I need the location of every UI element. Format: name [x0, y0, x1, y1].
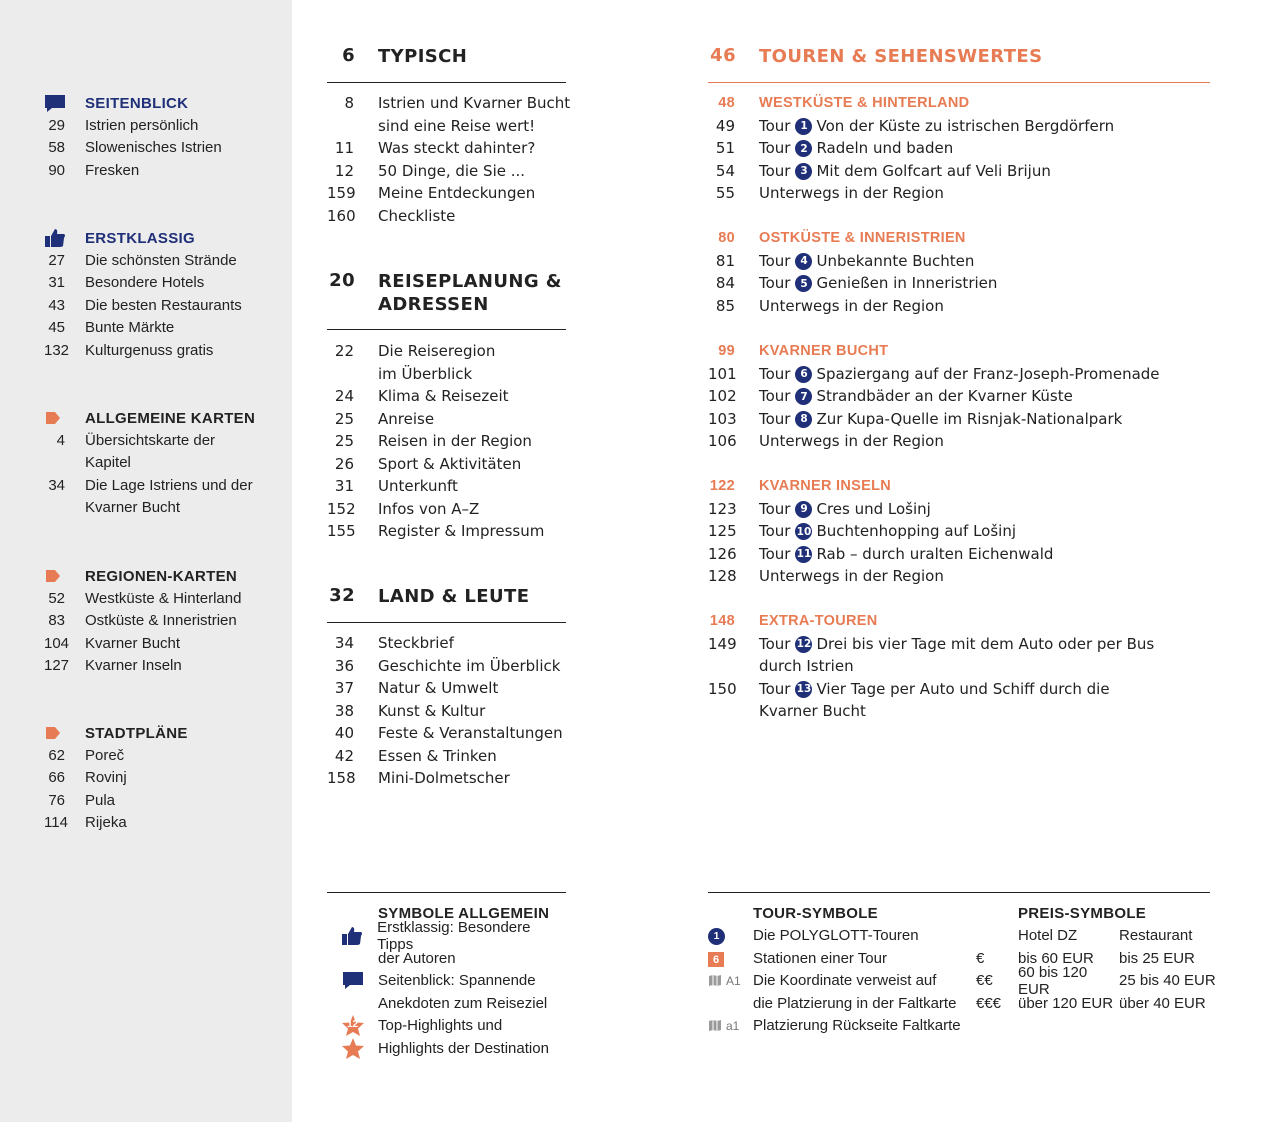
tour-entry[interactable]: 125 Tour 10 Buchtenhopping auf Lošinj: [708, 522, 1017, 541]
tour-number-badge: 1: [708, 928, 725, 945]
toc-subheading[interactable]: 80 OSTKÜSTE & INNERISTRIEN: [718, 230, 966, 247]
list-item[interactable]: 34 Die Lage Istriens und der: [48, 476, 253, 494]
list-item[interactable]: 45 Bunte Märkte: [48, 319, 175, 337]
toc-section-kvarner-inseln: [708, 475, 1053, 588]
tour-entry[interactable]: 49 Tour 1 Von der Küste zu istrischen Bergdörfern: [715, 116, 1115, 135]
list-item[interactable]: 4 Übersichtskarte der: [56, 431, 216, 449]
toc-list-land-leute: [327, 632, 563, 790]
list-item[interactable]: 43 Die besten Restaurants: [48, 296, 242, 314]
list-item-continuation: Kapitel: [85, 454, 131, 472]
map-tag-icon: [44, 569, 85, 583]
toc-entry[interactable]: 160 Checkliste: [327, 206, 456, 225]
toc-entry[interactable]: 36 Geschichte im Überblick: [334, 656, 561, 675]
tour-entry[interactable]: 81 Tour 4 Unbekannte Buchten: [715, 251, 975, 270]
toc-entry[interactable]: 40 Feste & Veranstaltungen: [334, 724, 563, 743]
list-item[interactable]: 104 Kvarner Bucht: [44, 634, 181, 652]
price-row: € bis 60 EUR bis 25 EUR: [976, 949, 1195, 967]
toc-entry[interactable]: 12 50 Dinge, die Sie ...: [334, 161, 526, 180]
toc-entry[interactable]: 31 Unterkunft: [334, 477, 458, 496]
tour-entry[interactable]: 126 Tour 11 Rab – durch uralten Eichenwald: [708, 544, 1054, 563]
toc-entry[interactable]: 37 Natur & Umwelt: [334, 679, 499, 698]
toc-entry[interactable]: 38 Kunst & Kultur: [334, 701, 486, 720]
toc-list-reiseplanung: [327, 340, 544, 543]
map-tag-icon: [44, 726, 85, 740]
tour-number-badge: 11: [795, 546, 812, 563]
price-row: €€ 60 bis 120 EUR 25 bis 40 EUR: [976, 963, 1216, 998]
list-item[interactable]: 52 Westküste & Hinterland: [48, 589, 242, 607]
tour-entry[interactable]: 102 Tour 7 Strandbäder an der Kvarner Küste: [708, 387, 1073, 406]
legend-title: PREIS-SYMBOLE: [1018, 904, 1147, 922]
tour-number-badge: 5: [795, 275, 812, 292]
tour-number-badge: 1: [795, 118, 812, 135]
list-item[interactable]: 76 Pula: [48, 791, 116, 809]
toc-section-kvarner-bucht: [708, 340, 1160, 453]
list-item[interactable]: 29 Istrien persönlich: [48, 116, 199, 134]
toc-section-westkueste: [708, 92, 1114, 205]
price-row: €€€ über 120 EUR über 40 EUR: [976, 994, 1206, 1012]
list-item[interactable]: 27 Die schönsten Strände: [48, 251, 237, 269]
list-item[interactable]: 127 Kvarner Inseln: [44, 657, 182, 675]
list-item[interactable]: 31 Besondere Hotels: [48, 274, 205, 292]
list-item[interactable]: 132 Kulturgenuss gratis: [44, 341, 214, 359]
list-item[interactable]: 83 Ostküste & Inneristrien: [48, 612, 237, 630]
toc-entry[interactable]: 22 Die Reiseregion: [334, 342, 496, 361]
toc-subheading[interactable]: 99 KVARNER BUCHT: [718, 343, 889, 360]
sidebar-section-seitenblick: [44, 92, 284, 182]
legend-general: SYMBOLE ALLGEMEIN Erstklassig: Besondere Tipps der Autoren Seitenblick: Spannende Anekdoten zum Reiseziel 12 Top-Highlights und Highlights der Destination: [327, 902, 567, 1060]
toc-list-typisch: [327, 92, 570, 227]
toc-entry[interactable]: 34 Steckbrief: [334, 634, 454, 653]
list-item[interactable]: 66 Rovinj: [48, 769, 127, 787]
highlight-star-icon: [327, 1037, 378, 1060]
tour-entry[interactable]: 101 Tour 6 Spaziergang auf der Franz-Joseph-Promenade: [708, 364, 1160, 383]
list-item[interactable]: 90 Fresken: [48, 161, 140, 179]
chapter-heading-touren[interactable]: 46 TOUREN & SEHENSWERTES: [710, 45, 1043, 67]
legend-price: PREIS-SYMBOLE Hotel DZ Restaurant € bis 60 EUR bis 25 EUR €€ 60 bis 120 EUR 25 bis 40 EUR €€€ über 120 EUR über 40 EUR: [976, 902, 1216, 1015]
top-highlight-star-icon: 12: [327, 1014, 378, 1037]
divider: [327, 892, 566, 893]
divider: [708, 892, 1210, 893]
tour-entry[interactable]: 84 Tour 5 Genießen in Inneristrien: [715, 274, 998, 293]
thumbs-up-icon: [327, 926, 377, 946]
legend-title: TOUR-SYMBOLE: [753, 904, 878, 922]
toc-entry[interactable]: 128 Unterwegs in der Region: [708, 567, 944, 586]
divider: [708, 82, 1210, 83]
sidebar-section-allgemeine-karten: [44, 407, 284, 519]
speech-bubble-icon: [44, 94, 85, 113]
station-badge: 6: [708, 952, 724, 967]
map-fold-icon: [708, 1019, 722, 1032]
section-title: REGIONEN-KARTEN: [85, 567, 238, 585]
tour-number-badge: 12: [795, 636, 812, 653]
tour-entry[interactable]: 54 Tour 3 Mit dem Golfcart auf Veli Brijun: [715, 161, 1051, 180]
sidebar-section-erstklassig: [44, 227, 284, 362]
toc-entry[interactable]: 25 Anreise: [334, 409, 435, 428]
tour-number-badge: 7: [795, 388, 812, 405]
tour-entry[interactable]: 150 Tour 13 Vier Tage per Auto und Schiff durch die: [708, 679, 1110, 698]
toc-entry-continuation: Kvarner Bucht: [759, 702, 866, 721]
map-fold-icon: [708, 974, 722, 987]
legend-tour: TOUR-SYMBOLE 1 Die POLYGLOTT-Touren 6 Stationen einer Tour A1 Die Koordinate verweist auf die Platzierung in der Faltkarte a1 Platzierung Rückseite Faltkarte: [708, 902, 968, 1037]
chapter-heading-land-leute[interactable]: 32 LAND & LEUTE: [329, 585, 530, 607]
toc-subheading[interactable]: 48 WESTKÜSTE & HINTERLAND: [718, 95, 970, 112]
sidebar-section-stadtplaene: [44, 722, 284, 834]
toc-entry[interactable]: 159 Meine Entdeckungen: [327, 184, 536, 203]
toc-entry[interactable]: 8 Istrien und Kvarner Bucht: [344, 94, 571, 113]
toc-entry-continuation: durch Istrien: [759, 657, 854, 676]
tour-entry[interactable]: 123 Tour 9 Cres und Lošinj: [708, 499, 931, 518]
tour-number-badge: 8: [795, 411, 812, 428]
toc-entry[interactable]: 42 Essen & Trinken: [334, 746, 497, 765]
toc-subheading[interactable]: 122 KVARNER INSELN: [709, 478, 892, 495]
legend-title: SYMBOLE ALLGEMEIN: [378, 904, 550, 922]
list-item[interactable]: 58 Slowenisches Istrien: [48, 139, 222, 157]
divider: [327, 329, 566, 330]
sidebar-section-regionen-karten: [44, 565, 284, 677]
toc-section-ostkueste: [708, 227, 997, 317]
tour-number-badge: 2: [795, 140, 812, 157]
list-item[interactable]: 62 Poreč: [48, 746, 125, 764]
thumbs-up-icon: [44, 228, 85, 248]
tour-number-badge: 13: [795, 681, 812, 698]
toc-entry[interactable]: 155 Register & Impressum: [327, 522, 545, 541]
tour-number-badge: 9: [795, 501, 812, 518]
toc-entry[interactable]: 55 Unterwegs in der Region: [715, 184, 944, 203]
map-tag-icon: [44, 411, 85, 425]
toc-entry[interactable]: 106 Unterwegs in der Region: [708, 432, 944, 451]
section-title: SEITENBLICK: [85, 94, 189, 112]
tour-number-badge: 10: [795, 523, 812, 540]
divider: [327, 622, 566, 623]
toc-entry-continuation: im Überblick: [378, 364, 473, 383]
toc-entry-continuation: sind eine Reise wert!: [378, 116, 536, 135]
tour-number-badge: 6: [795, 366, 812, 383]
section-title: ALLGEMEINE KARTEN: [85, 409, 256, 427]
tour-number-badge: 3: [795, 163, 812, 180]
tour-entry[interactable]: 149 Tour 12 Drei bis vier Tage mit dem Auto oder per Bus: [708, 634, 1155, 653]
speech-bubble-icon: [327, 971, 378, 990]
tour-number-badge: 4: [795, 253, 812, 270]
tour-entry[interactable]: 103 Tour 8 Zur Kupa-Quelle im Risnjak-Nationalpark: [708, 409, 1123, 428]
toc-entry[interactable]: 25 Reisen in der Region: [334, 432, 532, 451]
toc-entry[interactable]: 85 Unterwegs in der Region: [715, 296, 944, 315]
toc-entry[interactable]: 152 Infos von A–Z: [327, 499, 480, 518]
toc-entry[interactable]: 11 Was steckt dahinter?: [334, 139, 536, 158]
toc-section-extra-touren: [708, 610, 1154, 723]
toc-entry[interactable]: 26 Sport & Aktivitäten: [334, 454, 522, 473]
list-item-continuation: Kvarner Bucht: [85, 499, 181, 517]
section-title: STADTPLÄNE: [85, 724, 188, 742]
list-item[interactable]: 114 Rijeka: [44, 814, 127, 832]
divider: [327, 82, 566, 83]
tour-entry[interactable]: 51 Tour 2 Radeln und baden: [715, 139, 954, 158]
toc-entry[interactable]: 24 Klima & Reisezeit: [334, 387, 509, 406]
chapter-heading-reiseplanung[interactable]: 20 REISEPLANUNG & ADRESSEN: [329, 270, 562, 315]
section-title: ERSTKLASSIG: [85, 229, 195, 247]
toc-subheading[interactable]: 148 EXTRA-TOUREN: [709, 613, 878, 630]
toc-entry[interactable]: 158 Mini-Dolmetscher: [327, 769, 510, 788]
chapter-heading-typisch[interactable]: 6 TYPISCH: [342, 45, 468, 67]
